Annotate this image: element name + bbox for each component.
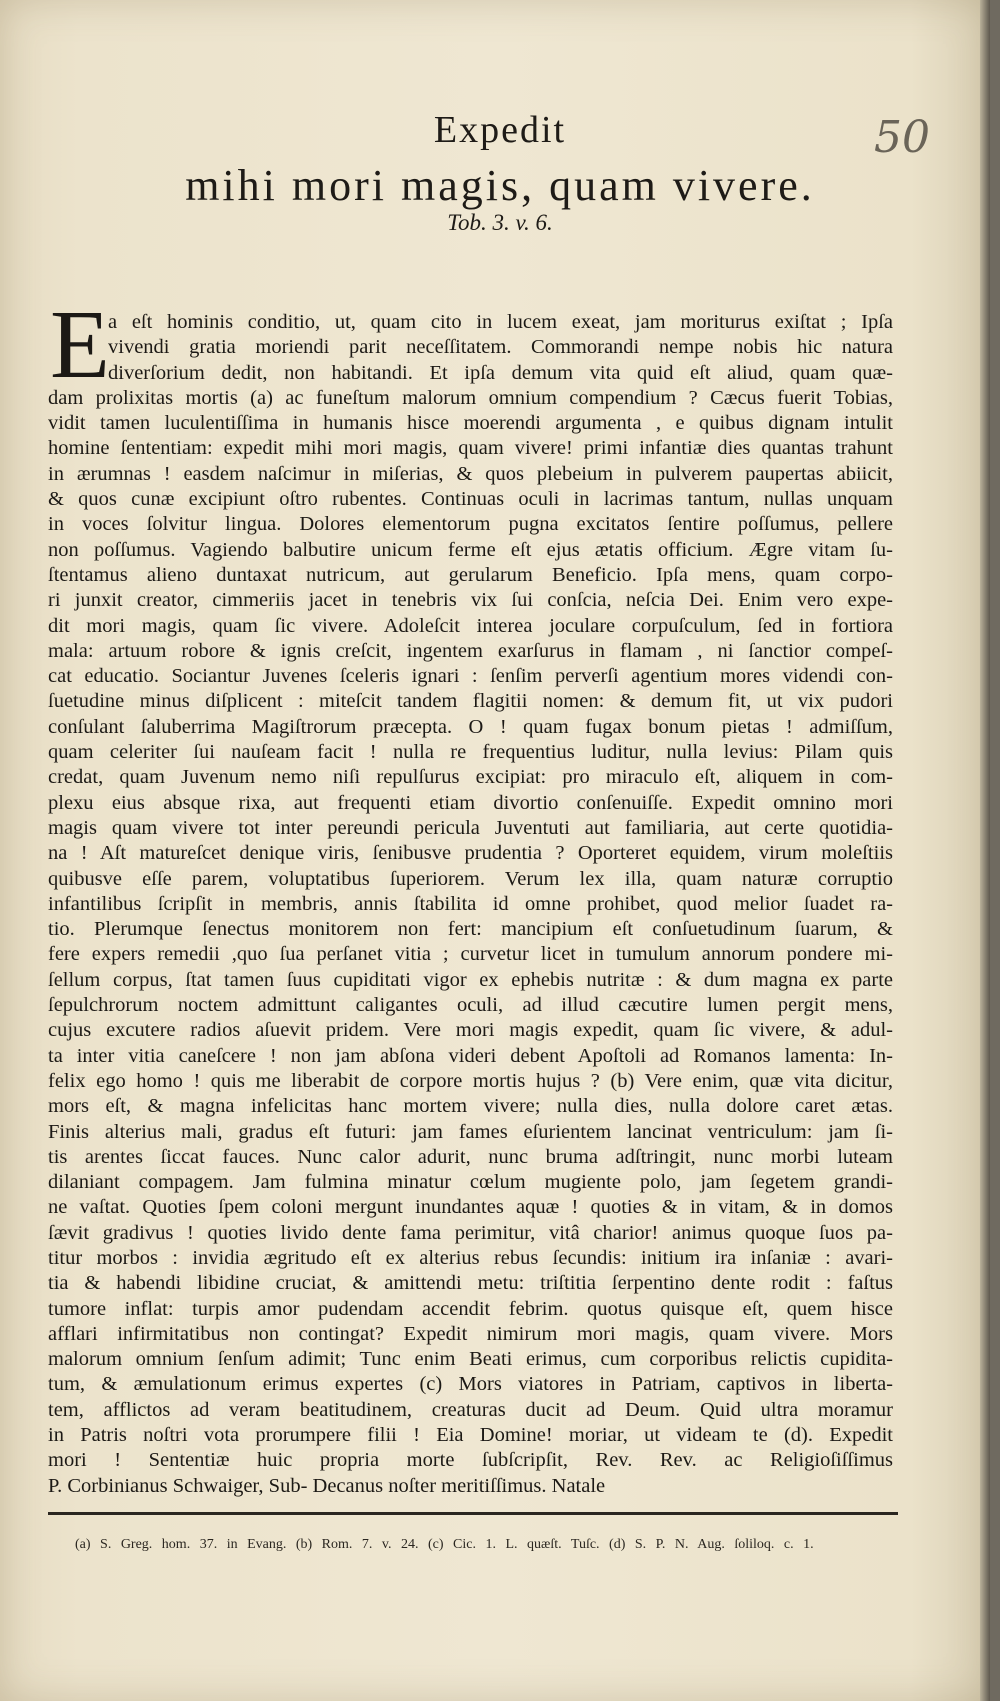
text-line: cat educatio. Sociantur Juvenes ſceleris ignari : ſenſim perverſi agentium mores videndi con- — [48, 665, 893, 688]
footnotes: (a) S. Greg. hom. 37. in Evang. (b) Rom. 7. v. 24. (c) Cic. 1. L. quæſt. Tuſc. (d) S. P. N. Aug. ſoliloq. c. 1. — [75, 1537, 814, 1552]
text-line: infantilibus ſcripſit in membris, annis ſtabilita id omne prohibet, quod melior ſuadet ra- — [48, 892, 893, 915]
text-line: cujus excutere radios aſuevit pridem. Vere mori magis expedit, quam ſic vivere, & adul- — [48, 1019, 893, 1042]
text-line: quam celeriter ſui nauſeam facit ! nulla re frequentius luditur, nulla levius: Pilam quis — [48, 741, 893, 764]
page-number: 50 — [874, 112, 930, 163]
text-line: malorum omnium ſenſum adimit; Tunc enim Beati erimus, cum corporibus relictis cupidita- — [48, 1348, 893, 1371]
text-line: tio. Plerumque ſenectus monitorem non fert: mancipium eſt conſuetudinum ſuarum, & — [48, 918, 893, 941]
text-line: fere expers remedii ,quo ſua perſanet vitia ; curvetur licet in tumulum annorum pondere mi- — [48, 943, 893, 966]
text-line: tum, & æmulationum erimus expertes (c) Mors viatores in Patriam, captivos in liberta- — [48, 1373, 893, 1396]
text-line: ta inter vitia caneſcere ! non jam abſona videri debent Apoſtoli ad Romanos lamenta: In- — [48, 1044, 893, 1067]
page-edge — [980, 0, 990, 1701]
text-line: diverſorium dedit, non habitandi. Et ipſa demum vita quid eſt aliud, quam quæ- — [108, 361, 893, 384]
text-line: a eſt hominis conditio, ut, quam cito in lucem exeat, jam moriturus exiſtat ; Ipſa — [108, 311, 893, 333]
text-line: quibusve eſſe parem, voluptatibus ſuperiorem. Verum lex illa, quam naturæ corruptio — [48, 867, 893, 890]
text-line: ſtentamus alieno duntaxat nutricum, aut gerularum Beneficio. Ipſa mens, quam corpo- — [48, 563, 893, 586]
text-line: in voces ſolvitur lingua. Dolores elementorum pugna excitatos ſentire poſſumus, pellere — [48, 513, 893, 536]
text-line: P. Corbinianus Schwaiger, Sub- Decanus noſter meritiſſimus. Natale — [48, 1474, 606, 1497]
text-line: & quos cunæ excipiunt oſtro rubentes. Continuas oculi in lacrimas tantum, nullas unquam — [48, 488, 893, 511]
text-line: mala: artuum robore & ignis creſcit, ingentem exarſurus in flamam , ni ſanctior compeſ- — [48, 639, 893, 662]
text-line: ſellum corpus, ſtat tamen ſuus cupiditati vigor ex ephebis nutritæ : & dum magna ex parte — [48, 968, 893, 991]
drop-cap: E — [50, 291, 110, 399]
text-line: vivendi gratia moriendi parit neceſſitatem. Commorandi nempe nobis hic natura — [108, 336, 893, 359]
footnote-rule — [48, 1512, 898, 1515]
text-line: tia & habendi libidine cruciat, & amittendi metu: triſtitia ſerpentino dente rodit : faſtus — [48, 1272, 893, 1295]
text-line: ſuetudine minus diſplicent : miteſcit tandem flagitii nomen: & demum fit, ut vix pudori — [48, 690, 893, 713]
text-line: credat, quam Juvenum nemo niſi repulſurus excipiat: pro miraculo eſt, aliquem in com- — [48, 766, 893, 789]
text-line: ſepulchrorum noctem admittunt caligantes oculi, ad illud cæcutire lumen pergit mens, — [48, 994, 893, 1017]
body-text — [48, 310, 893, 1499]
text-line: tis arentes ſiccat fauces. Nunc calor adurit, nunc bruma adſtringit, nunc morbi luteam — [48, 1145, 893, 1168]
text-line: dam prolixitas mortis (a) ac funeſtum malorum omnium compendium ? Cæcus fuerit Tobias, — [48, 386, 893, 409]
text-line: conſulant ſaluberrima Magiſtrorum præcepta. O ! quam fugax bonum pietas ! admiſſum, — [48, 715, 893, 738]
text-line: in Patris noſtri vota prorumpere filii ! Eia Domine! moriar, ut videam te (d). Expedit — [48, 1424, 893, 1447]
text-line: Finis alterius mali, gradus eſt futuri: jam fames eſurientem lancinat ventriculum: jam ſi- — [48, 1120, 893, 1143]
text-line: in ærumnas ! easdem naſcimur in miſerias, & quos plebeium in pulverem paupertas abiicit, — [48, 462, 893, 485]
title-line-1: Expedit — [433, 109, 567, 151]
title-line-2: mihi mori magis, quam vivere. — [185, 161, 815, 210]
text-line: tumore inflat: turpis amor pudendam accendit febrim. quotus quisque eſt, quem hisce — [48, 1297, 893, 1320]
text-line: afflari infirmitatibus non contingat? Expedit nimirum mori magis, quam vivere. Mors — [48, 1322, 893, 1345]
text-line: felix ego homo ! quis me liberabit de corpore mortis hujus ? (b) Vere enim, quæ vita dicitur, — [48, 1069, 893, 1092]
scripture-reference: Tob. 3. v. 6. — [447, 210, 553, 235]
text-line: na ! Aſt matureſcet denique viris, ſenibusve prudentia ? Oporteret equidem, virum moleſtiis — [48, 842, 893, 865]
text-line: vidit tamen luculentiſſima in humanis hisce moerendi argumenta , e quibus dignam intulit — [48, 412, 893, 435]
text-line: plexu eius absque rixa, aut frequenti etiam divortio conſenuiſſe. Expedit omnino mori — [48, 791, 893, 814]
text-line: ne vaſtat. Quoties ſpem coloni mergunt inundantes aquæ ! quoties & in vitam, & in domos — [48, 1196, 893, 1219]
text-line: dit mori magis, quam ſic vivere. Adoleſcit interea joculare corpuſculum, ſed in fortiora — [48, 614, 893, 637]
text-line: non poſſumus. Vagiendo balbutire unicum ferme eſt ejus ætatis officium. Ægre vitam ſu- — [48, 538, 893, 561]
text-line: tem, afflictos ad veram beatitudinem, creaturas ducit ad Deum. Quid ultra moramur — [48, 1398, 893, 1421]
text-line: mori ! Sententiæ huic propria morte ſubſcripſit, Rev. Rev. ac Religioſiſſimus — [48, 1449, 893, 1472]
text-line: ri junxit creator, cimmeriis jacet in tenebris vix ſui conſcia, neſcia Dei. Enim vero expe- — [48, 589, 893, 612]
text-line: mors eſt, & magna infelicitas hanc mortem vivere; nulla dies, nulla dolore caret ætas. — [48, 1095, 893, 1118]
text-line: ſævit gradivus ! quoties livido dente fama perimitur, vitâ charior! animus quoque ſuos pa- — [48, 1221, 893, 1244]
text-line: homine ſententiam: expedit mihi mori magis, quam vivere! primi infantiæ dies quantas trahunt — [48, 437, 893, 460]
text-line: titur morbos : invidia ægritudo eſt ex alterius rebus ſecundis: initium ira inſaniæ : avari- — [48, 1246, 893, 1269]
text-line: magis quam vivere tot inter pereundi pericula Juventuti aut familiaria, aut certe quotidia- — [48, 816, 893, 839]
text-line: dilaniant compagem. Jam fulmina minatur cœlum mugiente polo, jam ſegetem grandi- — [48, 1171, 893, 1194]
